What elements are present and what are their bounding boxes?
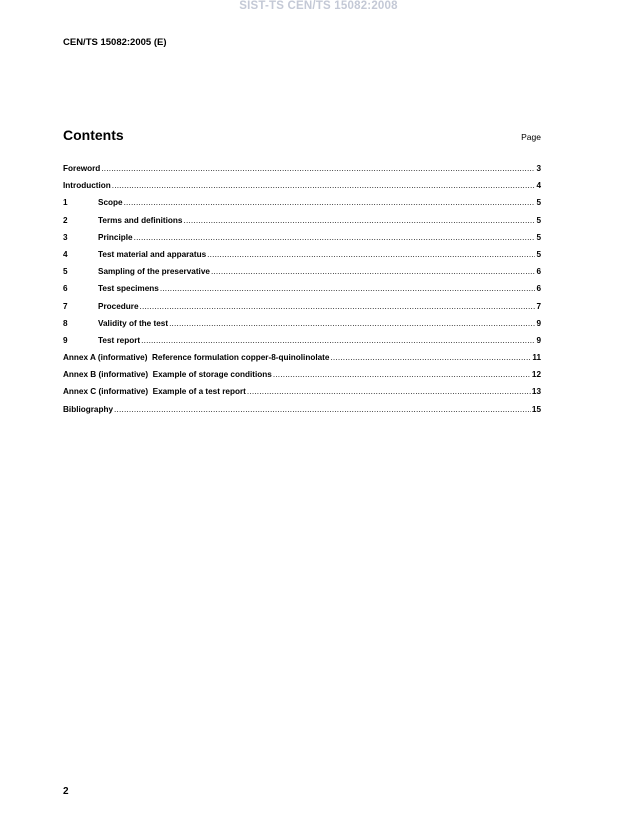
toc-entry-page: 3: [536, 164, 541, 173]
toc-dot-leader: [169, 319, 535, 328]
toc-entry-page: 6: [536, 284, 541, 294]
toc-entry-terms-and-definitions[interactable]: [63, 216, 541, 233]
watermark: SIST-TS CEN/TS 15082:2008: [239, 0, 398, 12]
contents-header: [63, 127, 541, 143]
toc-entry-title: Validity of the test: [98, 318, 169, 328]
contents-title: Contents: [63, 127, 124, 143]
toc-entry-number: 9: [63, 335, 68, 345]
toc-dot-leader: [273, 370, 531, 379]
toc-entry-page: 11: [532, 353, 541, 363]
toc-entry-number: 5: [63, 267, 68, 277]
toc-entry-page: 13: [531, 387, 541, 397]
toc-entry-page: 4: [536, 181, 541, 191]
toc-entry-title: Foreword: [63, 164, 101, 173]
toc-entry-number: 1: [63, 198, 68, 208]
toc-entry-page: 9: [536, 318, 541, 328]
toc-dot-leader: [140, 302, 536, 311]
toc-dot-leader: [211, 267, 536, 276]
toc-entry-number: 4: [63, 249, 68, 259]
toc-dot-leader: [124, 198, 536, 207]
toc-entry-title: Introduction: [63, 181, 111, 191]
document-reference: CEN/TS 15082:2005 (E): [63, 37, 167, 48]
toc-dot-leader: [101, 164, 535, 173]
toc-entry-title: Test specimens: [98, 284, 159, 294]
toc-entry-page: 9: [536, 335, 541, 345]
toc-entry-sampling[interactable]: [63, 267, 541, 284]
toc-entry-title: Annex B (informative) Example of storage conditions: [63, 370, 272, 380]
toc-entry-annex-b[interactable]: [63, 370, 541, 387]
toc-dot-leader: [207, 250, 535, 259]
toc-dot-leader: [247, 387, 531, 396]
toc-entry-test-specimens[interactable]: [63, 284, 541, 301]
toc-dot-leader: [141, 336, 535, 345]
toc-entry-title: Test report: [98, 335, 141, 345]
toc-dot-leader: [330, 353, 531, 362]
toc-entry-principle[interactable]: [63, 233, 541, 250]
toc-entry-number: 3: [63, 232, 68, 242]
toc-entry-title: Principle: [98, 232, 133, 242]
toc-entry-annex-c[interactable]: [63, 387, 541, 404]
page-column-label: Page: [521, 132, 541, 142]
toc-entry-number: 2: [63, 215, 68, 225]
toc-entry-title: Scope: [98, 198, 123, 208]
toc-entry-page: 5: [536, 215, 541, 225]
toc-dot-leader: [160, 284, 536, 293]
page-number: 2: [63, 786, 69, 797]
toc-dot-leader: [112, 181, 536, 190]
toc-entry-title: Test material and apparatus: [98, 249, 207, 259]
toc-entry-number: 7: [63, 301, 68, 311]
toc-entry-page: 12: [531, 370, 541, 380]
toc-dot-leader: [183, 216, 535, 225]
toc-entry-title: Procedure: [98, 301, 139, 311]
toc-entry-test-report[interactable]: [63, 336, 541, 353]
toc-entry-page: 5: [536, 198, 541, 208]
toc-entry-title: Annex A (informative) Reference formulation copper-8-quinolinolate: [63, 353, 330, 363]
toc-entry-page: 7: [536, 301, 541, 311]
toc-entry-page: 6: [536, 267, 541, 277]
toc-entry-introduction[interactable]: [63, 181, 541, 198]
toc-entry-procedure[interactable]: [63, 302, 541, 319]
toc-entry-title: Bibliography: [63, 404, 114, 414]
toc-entry-number: 8: [63, 318, 68, 328]
toc-dot-leader: [134, 233, 536, 242]
toc-entry-title: Sampling of the preservative: [98, 267, 210, 277]
toc-entry-page: 5: [536, 232, 541, 242]
table-of-contents: [63, 164, 541, 422]
toc-entry-number: 6: [63, 284, 68, 294]
toc-entry-scope[interactable]: [63, 198, 541, 215]
toc-entry-bibliography[interactable]: [63, 405, 541, 422]
toc-entry-foreword[interactable]: [63, 164, 541, 181]
toc-entry-title: Terms and definitions: [98, 215, 183, 225]
toc-entry-page: 15: [531, 404, 541, 414]
toc-dot-leader: [114, 405, 531, 414]
toc-entry-validity[interactable]: [63, 319, 541, 336]
toc-entry-test-material[interactable]: [63, 250, 541, 267]
toc-entry-annex-a[interactable]: [63, 353, 541, 370]
toc-entry-page: 5: [536, 249, 541, 259]
toc-entry-title: Annex C (informative) Example of a test report: [63, 387, 246, 397]
